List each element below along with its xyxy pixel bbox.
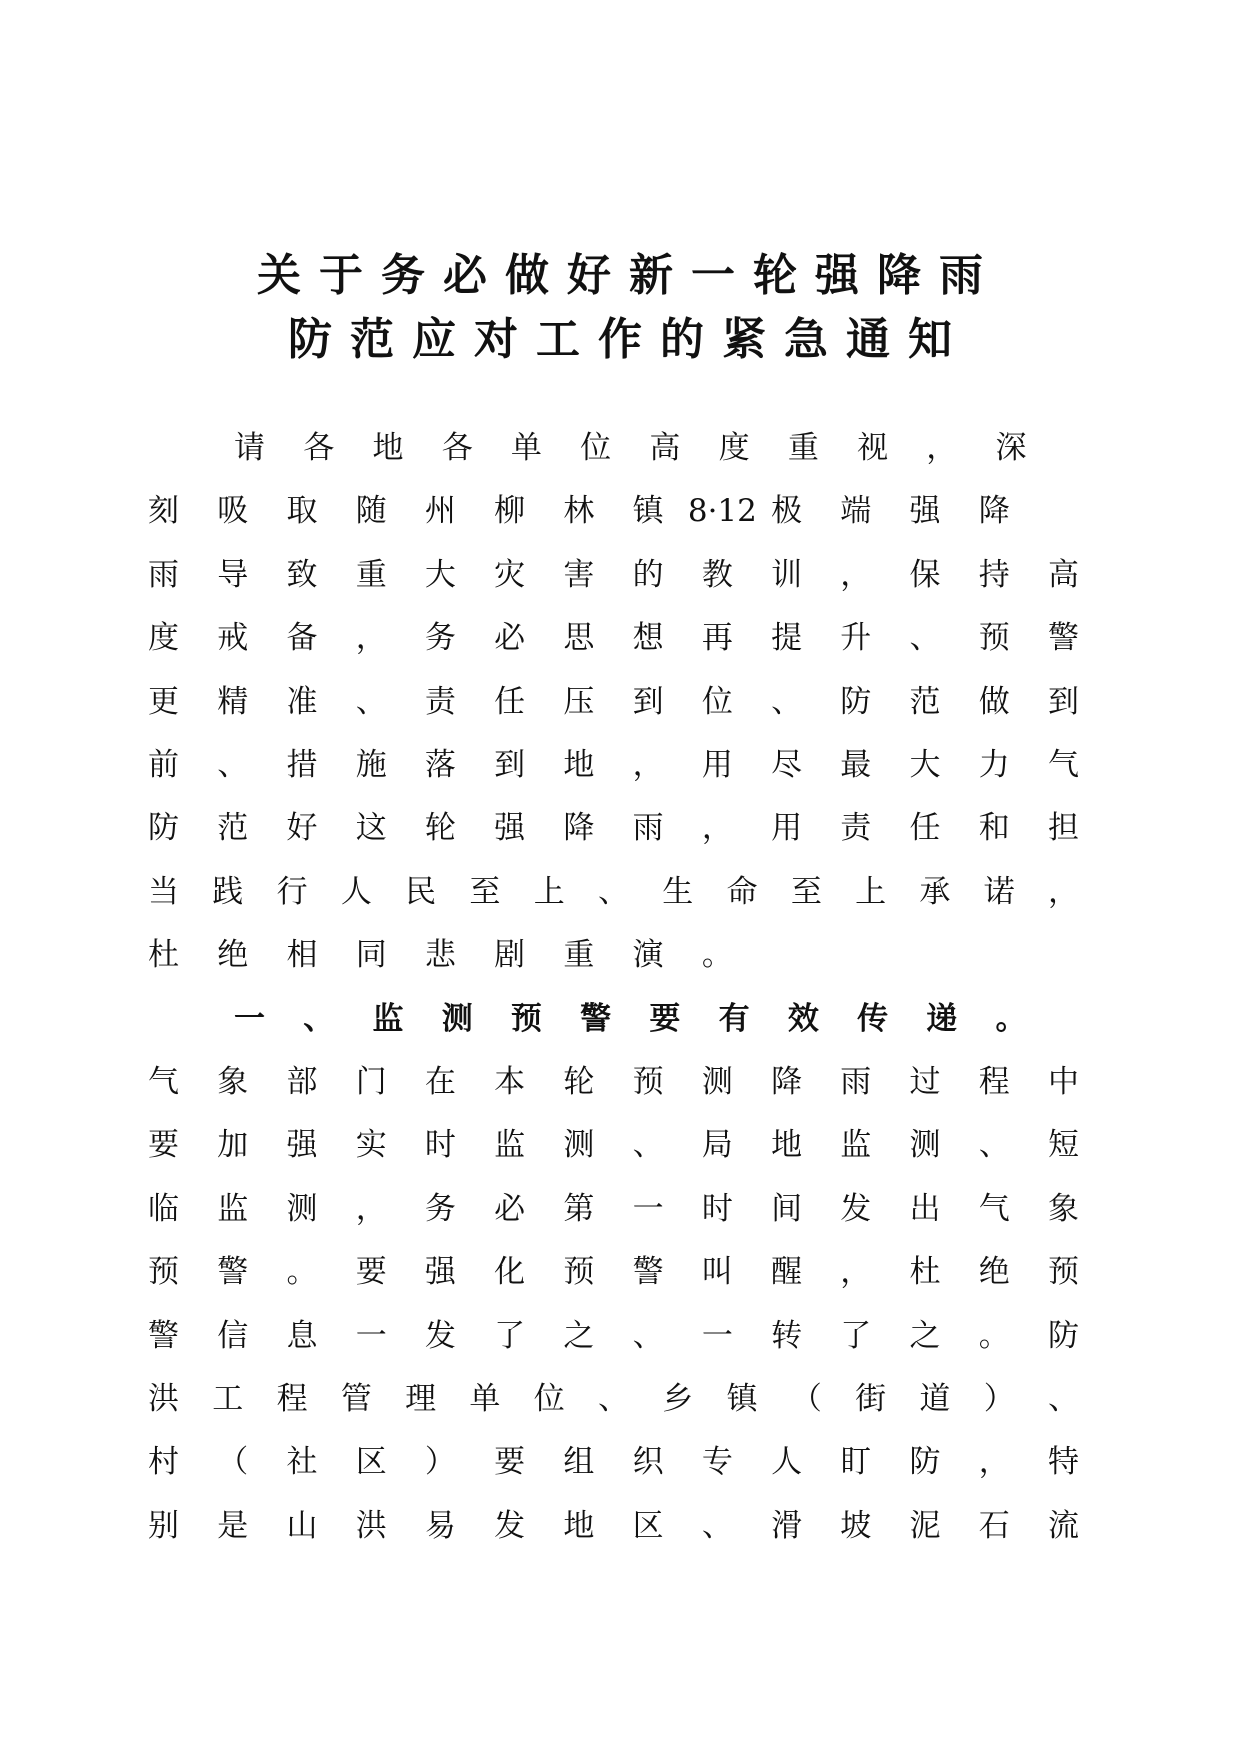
body-text-line: 度 戒 备 ， 务 必 思 想 再 提 升 、 预 警 [148, 620, 1079, 657]
body-text-line: 临 监 测 ， 务 必 第 一 时 间 发 出 气 象 [148, 1190, 1079, 1227]
section-heading-line: 一 、 监 测 预 警 要 有 效 传 递 。 [234, 1000, 1027, 1037]
body-text-line: 当 践 行 人 民 至 上 、 生 命 至 上 承 诺 ， [148, 873, 1079, 910]
body-text-line: 别 是 山 洪 易 发 地 区 、 滑 坡 泥 石 流 [148, 1507, 1079, 1544]
body-text-line: 预 警 。 要 强 化 预 警 叫 醒 ， 杜 绝 预 [148, 1254, 1079, 1291]
body-text-line: 前 、 措 施 落 到 地 ， 用 尽 最 大 力 气 [148, 747, 1079, 783]
body-text-line: 雨 导 致 重 大 灾 害 的 教 训 ， 保 持 高 [148, 556, 1079, 593]
body-text-line: 警 信 息 一 发 了 之 、 一 转 了 之 。 防 [148, 1317, 1079, 1354]
body-text-line: 洪 工 程 管 理 单 位 、 乡 镇 （ 街 道 ） 、 [148, 1381, 1079, 1417]
document-title-line-2: 防范应对工作的紧急通知 [288, 314, 970, 365]
body-text-line: 请 各 地 各 单 位 高 度 重 视 ， 深 [234, 430, 1027, 466]
body-text-line: 村 （ 社 区 ） 要 组 织 专 人 盯 防 ， 特 [148, 1444, 1079, 1481]
body-text-line: 杜 绝 相 同 悲 剧 重 演 。 [148, 937, 733, 974]
document-title-line-1: 关于务必做好新一轮强降雨 [257, 250, 1001, 301]
body-text-line: 刻 吸 取 随 州 柳 林 镇 8·12 极 端 强 降 [148, 493, 1010, 530]
body-text-line: 要 加 强 实 时 监 测 、 局 地 监 测 、 短 [148, 1127, 1079, 1164]
body-text-line: 更 精 准 、 责 任 压 到 位 、 防 范 做 到 [148, 683, 1079, 720]
body-text-line: 防 范 好 这 轮 强 降 雨 ， 用 责 任 和 担 [148, 810, 1079, 847]
body-text-line: 气 象 部 门 在 本 轮 预 测 降 雨 过 程 中 [148, 1064, 1079, 1100]
